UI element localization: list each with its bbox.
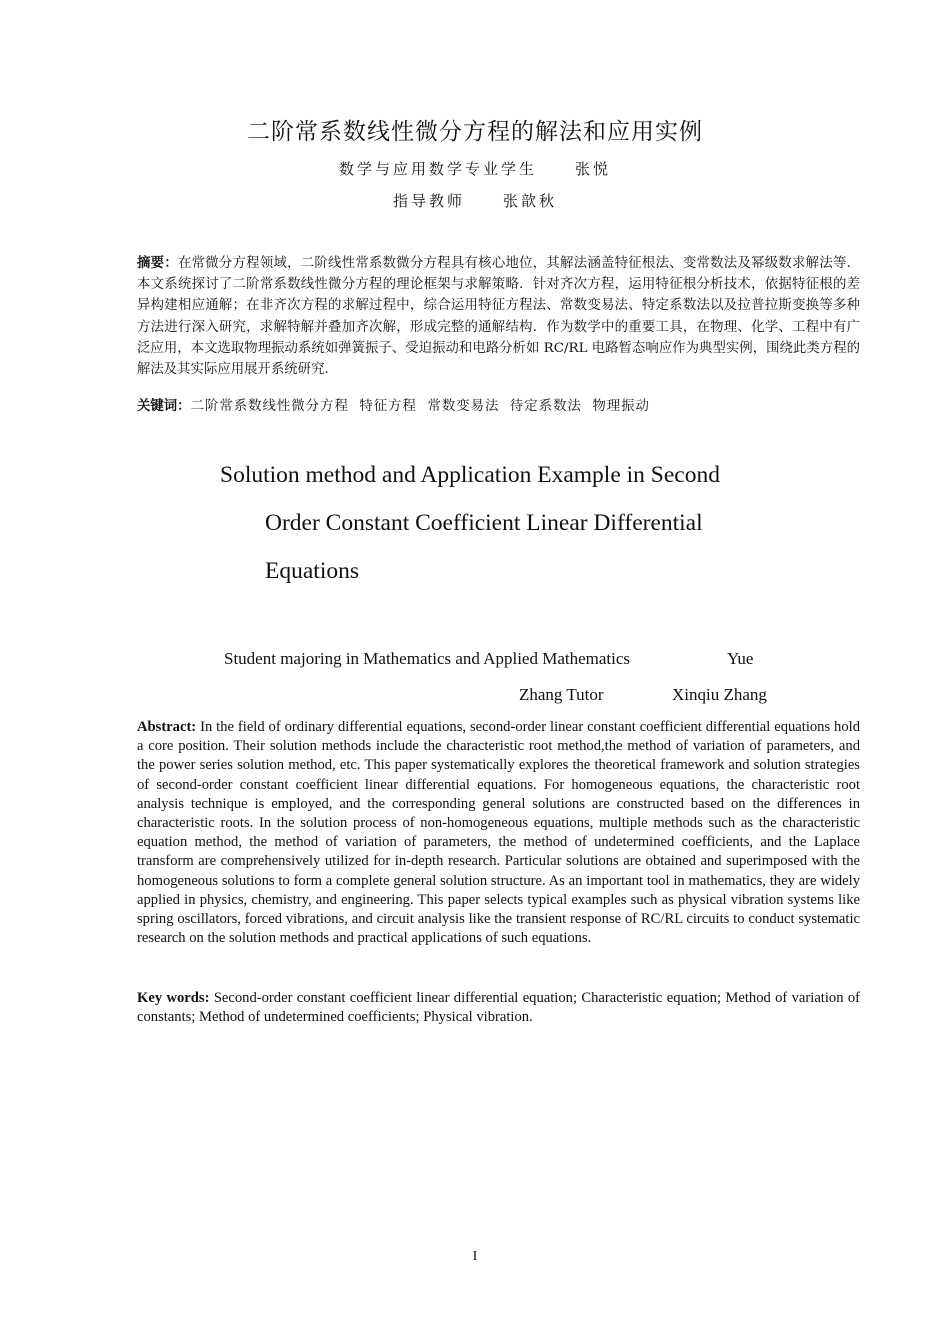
english-tutor-label: Zhang Tutor	[519, 685, 604, 704]
english-keywords-label: Key words:	[137, 990, 210, 1006]
chinese-keywords-label: 关键词：	[137, 399, 191, 414]
chinese-author-affiliation: 数学与应用数学专业学生	[338, 160, 537, 178]
english-title-line-2: Order Constant Coefficient Linear Differential	[265, 510, 703, 536]
english-author-name: Yue	[727, 649, 754, 668]
chinese-advisor-line	[0, 190, 950, 211]
english-abstract-label: Abstract:	[137, 719, 197, 735]
chinese-abstract	[137, 253, 860, 380]
chinese-author-name: 张悦	[575, 160, 612, 178]
english-abstract	[137, 718, 860, 948]
english-advisor-name: Xinqiu Zhang	[672, 685, 767, 704]
chinese-keywords-text: 二阶常系数线性微分方程 特征方程 常数变易法 待定系数法 物理振动	[190, 399, 650, 414]
chinese-author-line	[0, 158, 950, 179]
chinese-abstract-text: 在常微分方程领域，二阶线性常系数微分方程具有核心地位，其解法涵盖特征根法、变常数法及幂级数求解法等．本文系统探讨了二阶常系数线性微分方程的理论框架与求解策略．针对齐次方程，运用特征根分析技术，依据特征根的差异构建相应通解；在非齐次方程的求解过程中，综合运用特征方程法、常数变易法、特定系数法以及拉普拉斯变换等多种方法进行深入研究，求解特解并叠加齐次解，形成完整的通解结构．作为数学中的重要工具，在物理、化学、工程中有广泛应用，本文选取物理振动系统如弹簧振子、受迫振动和电路分析如 RC/RL 电路暂态响应作为典型实例，围绕此类方程的解法及其实际应用展开系统研究.	[137, 256, 861, 378]
english-abstract-text: In the field of ordinary differential equations, second-order linear constant coefficient differential equations hold a core position. Their solution methods include the characteristic root method,the method of variation of parameters, and the power series solution method, etc. This paper systematically explores the theoretical framework and solution strategies of second-order constant coefficient linear differential equations. For homogeneous equations, the characteristic root analysis technique is employed, and the corresponding general solutions are constructed based on the differences in characteristic roots. In the solution process of non-homogeneous equations, multiple methods such as the characteristic equation method, the method of variation of parameters, the method of undetermined coefficients, and the Laplace transform are comprehensively utilized for in-depth research. Particular solutions are obtained and superimposed with the homogeneous solutions to form a complete general solution structure. As an important tool in mathematics, they are widely applied in physics, chemistry, and engineering. This paper selects typical examples such as physical vibration systems like spring oscillators, forced vibrations, and circuit analysis like the transient response of RC/RL circuits to conduct systematic research on the solution methods and practical applications of such equations.	[137, 719, 861, 947]
english-author-affiliation: Student majoring in Mathematics and Applied Mathematics	[224, 649, 631, 668]
chinese-abstract-label: 摘要：	[137, 256, 178, 271]
chinese-advisor-name: 张歆秋	[503, 192, 558, 210]
english-keywords-text: Second-order constant coefficient linear differential equation; Characteristic equation; Method of variation of constants; Method of undetermined coefficients; Physical vibration.	[137, 990, 861, 1026]
chinese-keywords	[137, 395, 650, 414]
english-title-line-1: Solution method and Application Example in Second	[220, 462, 720, 488]
chinese-title: 二阶常系数线性微分方程的解法和应用实例	[247, 119, 703, 145]
chinese-advisor-label: 指导教师	[392, 192, 465, 210]
page-number: I	[472, 1249, 478, 1264]
english-title-line-3: Equations	[265, 558, 359, 584]
english-keywords	[137, 989, 860, 1027]
